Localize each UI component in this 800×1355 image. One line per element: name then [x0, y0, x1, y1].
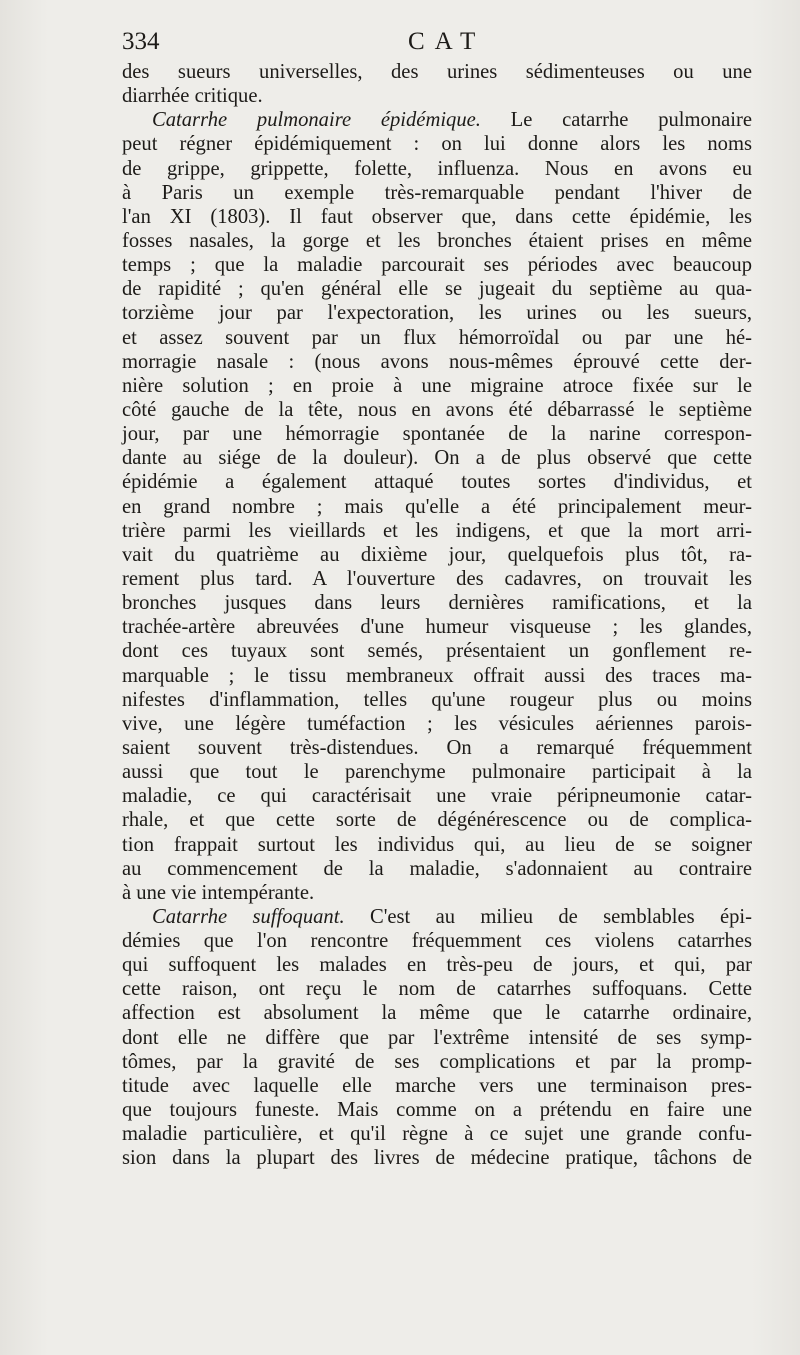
text-line: fosses nasales, la gorge et les bronches étaient prises en même — [122, 229, 752, 252]
section-heading-italic: Catarrhe pulmonaire épidémique. — [152, 109, 481, 132]
text-line: dont elle ne diffère que par l'extrême intensité de ses symp- — [122, 1026, 752, 1049]
text-line: bronches jusques dans leurs dernières ramifications, et la — [122, 592, 752, 615]
text-line: vait du quatrième au dixième jour, quelquefois plus tôt, ra- — [122, 543, 752, 566]
paragraph-continuation — [122, 60, 752, 108]
text-line: nière solution ; en proie à une migraine atroce fixée sur le — [122, 374, 752, 397]
text-line: trière parmi les vieillards et les indigens, et que la mort arri- — [122, 519, 752, 542]
text-line: épidémie a également attaqué toutes sortes d'individus, et — [122, 471, 752, 494]
paragraph-catarrhe-pulmonaire — [122, 108, 752, 905]
text-line: morragie nasale : (nous avons nous-mêmes éprouvé cette der- — [122, 350, 752, 373]
section-heading-italic: Catarrhe suffoquant. — [152, 905, 345, 928]
body-text — [122, 60, 752, 1170]
text-line: jour, par une hémorragie spontanée de la narine correspon- — [122, 423, 752, 446]
text-fragment: C'est au milieu de semblables épi- — [344, 905, 753, 928]
text-line — [122, 905, 752, 929]
text-line: rement plus tard. A l'ouverture des cadavres, on trouvait les — [122, 567, 752, 590]
text-line: titude avec laquelle elle marche vers une terminaison pres- — [122, 1074, 752, 1097]
text-line: démies que l'on rencontre fréquemment ces violens catarrhes — [122, 930, 752, 953]
paragraph-catarrhe-suffoquant — [122, 905, 752, 1171]
text-line: au commencement de la maladie, s'adonnaient au contraire — [122, 857, 752, 880]
text-line: marquable ; le tissu membraneux offrait aussi des traces ma- — [122, 664, 752, 687]
text-line: peut régner épidémiquement : on lui donne alors les noms — [122, 133, 752, 156]
running-head: CAT — [408, 28, 486, 55]
text-line: cette raison, ont reçu le nom de catarrhes suffoquans. Cette — [122, 978, 752, 1001]
text-line: saient souvent très-distendues. On a remarqué fréquemment — [122, 736, 752, 759]
text-line: de rapidité ; qu'en général elle se jugeait du septième au qua- — [122, 278, 752, 301]
page-number: 334 — [122, 28, 160, 55]
text-line: temps ; que la maladie parcourait ses périodes avec beaucoup — [122, 254, 752, 277]
text-line: que toujours funeste. Mais comme on a prétendu en faire une — [122, 1099, 752, 1122]
text-line: à une vie intempérante. — [122, 881, 315, 904]
text-line: diarrhée critique. — [122, 85, 263, 108]
text-line: tion frappait surtout les individus qui, au lieu de se soigner — [122, 833, 752, 856]
text-line: de grippe, grippette, folette, influenza. Nous en avons eu — [122, 157, 752, 180]
text-line: trachée-artère abreuvées d'une humeur visqueuse ; les glandes, — [122, 616, 752, 639]
text-line: en grand nombre ; mais qu'elle a été principalement meur- — [122, 495, 752, 518]
text-line: aussi que tout le parenchyme pulmonaire participait à la — [122, 761, 752, 784]
text-line: maladie, ce qui caractérisait une vraie péripneumonie catar- — [122, 785, 752, 808]
text-line: rhale, et que cette sorte de dégénérescence ou de complica- — [122, 809, 752, 832]
text-line: torzième jour par l'expectoration, les urines ou les sueurs, — [122, 302, 752, 325]
text-line: dante au siége de la douleur). On a de plus observé que cette — [122, 447, 752, 470]
text-line: l'an XI (1803). Il faut observer que, dans cette épidémie, les — [122, 205, 752, 228]
text-line — [122, 108, 752, 132]
text-line: des sueurs universelles, des urines sédimenteuses ou une — [122, 61, 752, 83]
text-line: vive, une légère tuméfaction ; les vésicules aériennes parois- — [122, 712, 752, 735]
text-line: côté gauche de la tête, nous en avons été débarrassé le septième — [122, 398, 752, 421]
text-line: dont ces tuyaux sont semés, présentaient un gonflement re- — [122, 640, 752, 663]
text-fragment: Le catarrhe pulmonaire — [480, 109, 752, 132]
text-line: nifestes d'inflammation, telles qu'une rougeur plus ou moins — [122, 688, 752, 711]
text-line: tômes, par la gravité de ses complications et par la promp- — [122, 1050, 752, 1073]
text-line: et assez souvent par un flux hémorroïdal ou par une hé- — [122, 326, 752, 349]
text-line: maladie particulière, et qu'il règne à ce sujet une grande confu- — [122, 1123, 752, 1146]
text-line: affection est absolument la même que le catarrhe ordinaire, — [122, 1002, 752, 1025]
text-line: qui suffoquent les malades en très-peu de jours, et qui, par — [122, 954, 752, 977]
text-line: à Paris un exemple très-remarquable pendant l'hiver de — [122, 181, 752, 204]
text-line: sion dans la plupart des livres de médecine pratique, tâchons de — [122, 1147, 752, 1170]
page-header — [122, 28, 752, 62]
